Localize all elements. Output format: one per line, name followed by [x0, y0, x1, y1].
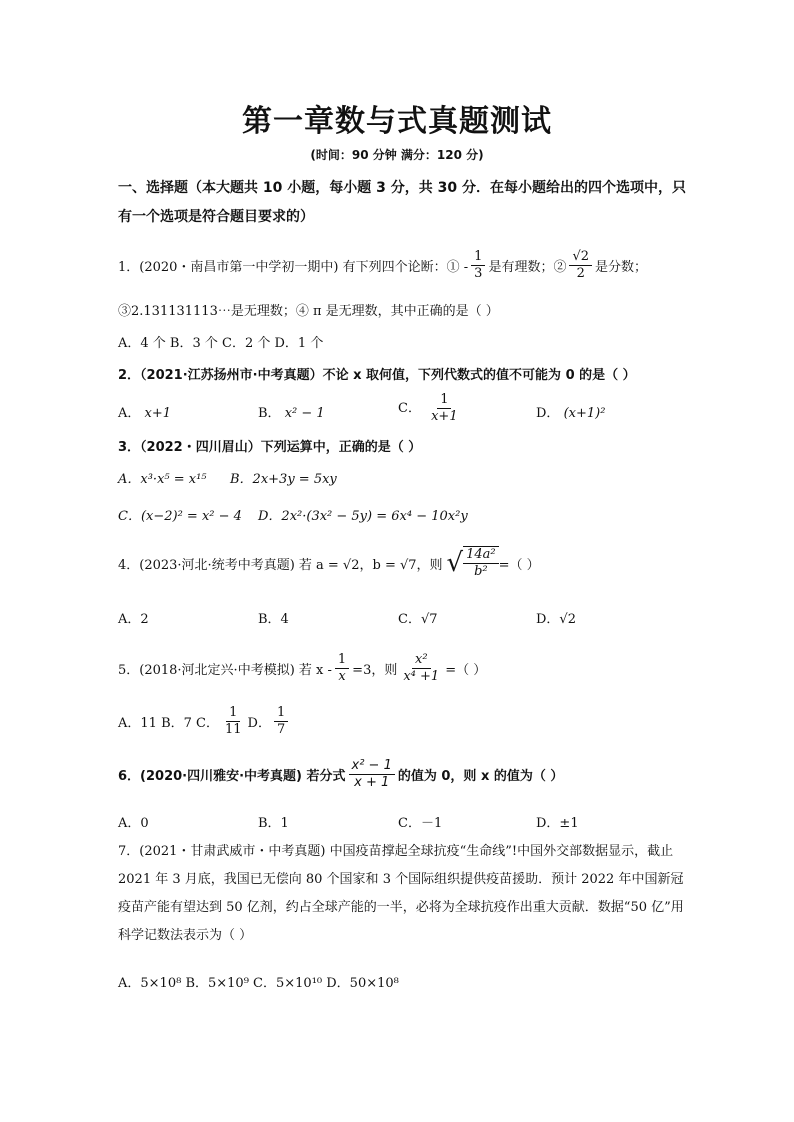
question-4: 4．(2023·河北·统考中考真题) 若 a = √2，b = √7，则 √ $\frac{\text{14a²}}{\text{b²}}$ =（ ） — [118, 547, 540, 579]
q6-fraction: $\frac{\text{x² − 1}}{x + 1}$ — [349, 758, 395, 791]
q4-radical: √ $\frac{\text{14a²}}{\text{b²}}$ — [447, 546, 499, 580]
q2-option-d: (x+1)² — [563, 406, 606, 421]
q1-options: A．4 个 B．3 个 C．2 个 D．1 个 — [118, 336, 324, 351]
question-3: 3．（2022・四川眉山）下列运算中，正确的是（ ） — [118, 440, 422, 455]
q5-options: A．11 B．7 C． $\frac{1}{11}$ D． $\frac{1}{7}$ — [118, 703, 291, 739]
section-header: 一、选择题（本大题共 10 小题，每小题 3 分，共 30 分．在每小题给出的四个选项中，只有一个选项是符合题目要求的） — [118, 180, 686, 225]
q3-option-d: D．2x²·(3x² − 5y) = 6x⁴ − 10x²y — [258, 509, 468, 524]
exam-info: (时间：90 分钟 满分：120 分) — [310, 148, 484, 162]
q2-option-a: x+1 — [144, 406, 172, 421]
q5-fraction-1: $\frac{1}{x}$ — [335, 652, 349, 685]
q6-option-d: D．±1 — [536, 816, 579, 831]
question-5: 5．(2018·河北定兴·中考模拟) 若 x - $\frac{1}{x}$ =3，则 $\frac{\text{x²}}{\text{x⁴ +1}}$ =（ ） — [118, 651, 487, 684]
q1-mid1: 是有理数；② — [488, 259, 567, 275]
question-2: 2．（2021·江苏扬州市·中考真题）不论 x 取何值，下列代数式的值不可能为 0 的是（ ） — [118, 368, 636, 383]
question-1 — [118, 247, 647, 283]
q1-line-2: ③2.131131113⋯是无理数；④ π 是无理数，其中正确的是（ ） — [118, 304, 499, 319]
q5-fraction-2: $\frac{\text{x²}}{\text{x⁴ +1}}$ — [403, 651, 440, 684]
q4-option-c: C．√7 — [398, 612, 438, 627]
q6-option-b: B．1 — [258, 816, 289, 831]
q3-option-a: A．x³·x⁵ = x¹⁵ — [118, 472, 207, 487]
q4-option-d: D．√2 — [536, 612, 576, 627]
q6-option-c: C．－1 — [398, 816, 443, 831]
q3-option-b: B．2x+3y = 5xy — [230, 472, 337, 487]
q3-option-c: C．(x−2)² = x² − 4 — [118, 509, 242, 524]
page-title: 第一章数与式真题测试 — [242, 104, 552, 139]
q4-option-b: B．4 — [258, 612, 289, 627]
question-6: 6．(2020·四川雅安·中考真题) 若分式 $\frac{\text{x² − 1}}{x + 1}$ 的值为 0，则 x 的值为（ ） — [118, 757, 564, 790]
q2-option-b: x² − 1 — [284, 406, 325, 421]
q5-option-d: $\frac{1}{7}$ — [274, 705, 288, 738]
q1-mid2: 是分数； — [595, 259, 648, 275]
q6-option-a: A．0 — [118, 816, 149, 831]
q1-fraction-1: $\frac{1}{3}$ — [471, 249, 485, 282]
q1-fraction-2: $\frac{√2}{2}$ — [569, 249, 592, 282]
q2-options: A． x+1 B． x² − 1 C． $\frac{1}{x+1}$ D． (x+1)² — [118, 392, 606, 424]
q2-option-c: $\frac{1}{x+1}$ — [431, 392, 458, 424]
q4-option-a: A．2 — [118, 612, 149, 627]
q1-lead: 1．(2020・南昌市第一中学初一期中) 有下列四个论断：① - — [118, 259, 469, 275]
question-7: 7．(2021・甘肃武威市・中考真题) 中国疫苗撑起全球抗疫“生命线”!中国外交部数据显示，截止 2021 年 3 月底，我国已无偿向 80 个国家和 3 个国际组织提供疫苗援助．预计 2022 年中国新冠疫苗产能有望达到 50 亿剂，约占全球产能的一半，必将为全球抗疫作出重大贡献．数据“50 亿”用科学记数法表示为（ ） — [118, 844, 684, 943]
q7-options: A．5×10⁸ B．5×10⁹ C．5×10¹⁰ D．50×10⁸ — [118, 976, 399, 991]
q5-option-c: $\frac{1}{11}$ — [224, 704, 242, 737]
